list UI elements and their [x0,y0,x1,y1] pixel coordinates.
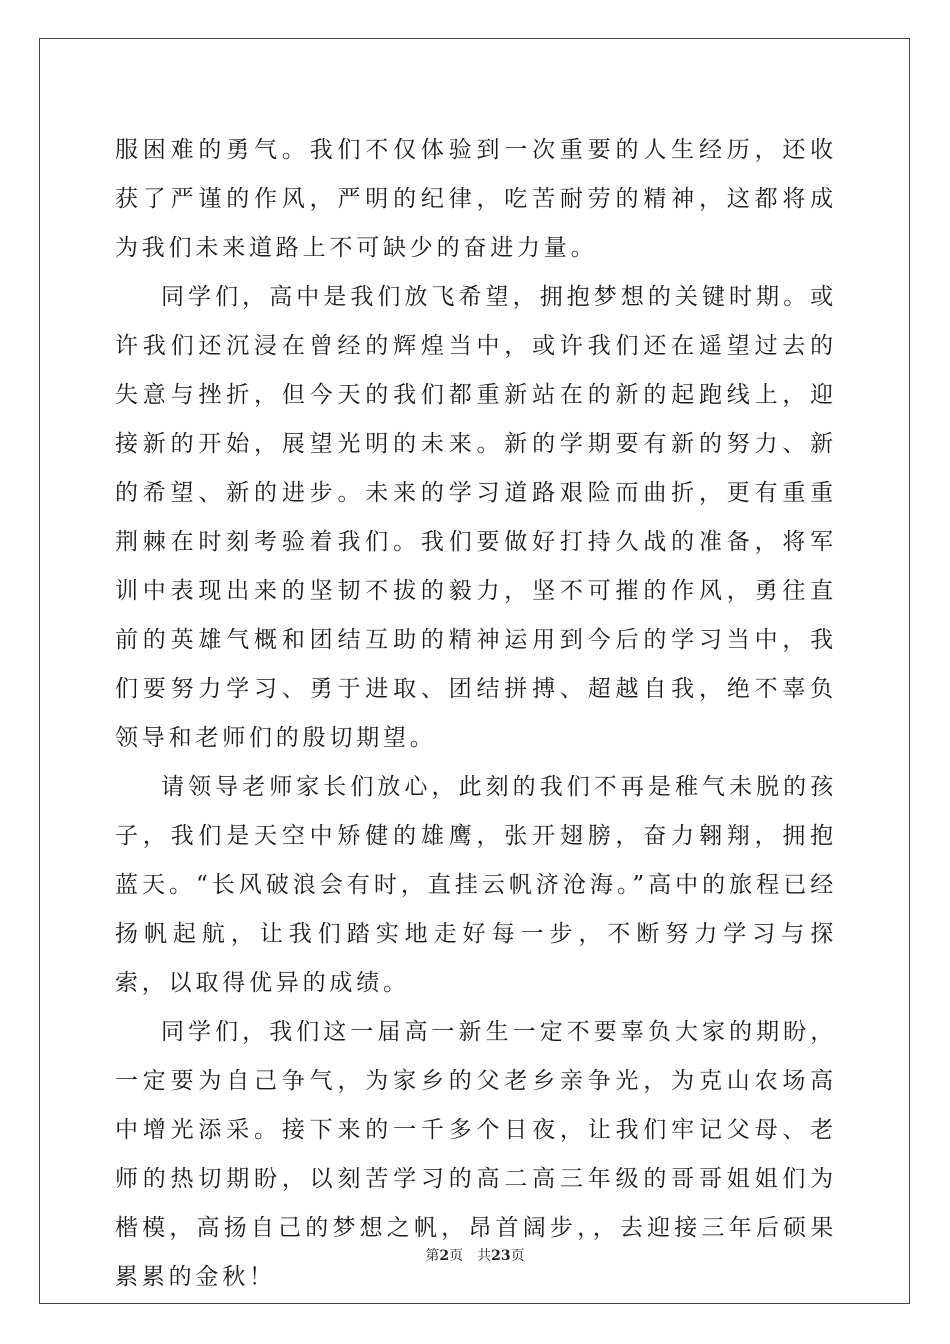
paragraph-4: 同学们，我们这一届高一新生一定不要辜负大家的期盼，一定要为自己争气，为家乡的父老乡亲争光，为克山农场高中增光添采。接下来的一千多个日夜，让我们牢记父母、老师的热切期盼，以刻苦学习的高二高三年级的哥哥姐姐们为楷模，高扬自己的梦想之帆，昂首阔步，，去迎接三年后硕果累累的金秋！ [115,1019,837,1290]
page-footer [0,1246,950,1266]
page-prefix: 第 [425,1248,440,1264]
paragraph-1: 服困难的勇气。我们不仅体验到一次重要的人生经历，还收获了严谨的作风，严明的纪律，吃苦耐劳的精神，这都将成为我们未来道路上不可缺少的奋进力量。 [115,137,837,261]
total-suffix: 页 [510,1248,525,1264]
total-prefix: 共 [477,1248,492,1264]
page-number: 2 [439,1248,450,1264]
page-suffix: 页 [449,1248,464,1264]
paragraph-2: 同学们，高中是我们放飞希望，拥抱梦想的关键时期。或许我们还沉浸在曾经的辉煌当中，或许我们还在遥望过去的失意与挫折，但今天的我们都重新站在的新的起跑线上，迎接新的开始，展望光明的未来。新的学期要有新的努力、新的希望、新的进步。未来的学习道路艰险而曲折，更有重重荆棘在时刻考验着我们。我们要做好打持久战的准备，将军训中表现出来的坚韧不拔的毅力，坚不可摧的作风，勇往直前的英雄气概和团结互助的精神运用到今后的学习当中，我们要努力学习、勇于进取、团结拼搏、超越自我，绝不辜负领导和老师们的殷切期望。 [115,284,837,751]
paragraph-3: 请领导老师家长们放心，此刻的我们不再是稚气未脱的孩子，我们是天空中矫健的雄鹰，张开翅膀，奋力翱翔，拥抱蓝天。“长风破浪会有时，直挂云帆济沧海。”高中的旅程已经扬帆起航，让我们踏实地走好每一步，不断努力学习与探索，以取得优异的成绩。 [115,774,837,996]
total-pages: 23 [491,1248,511,1264]
document-body [115,126,837,1302]
